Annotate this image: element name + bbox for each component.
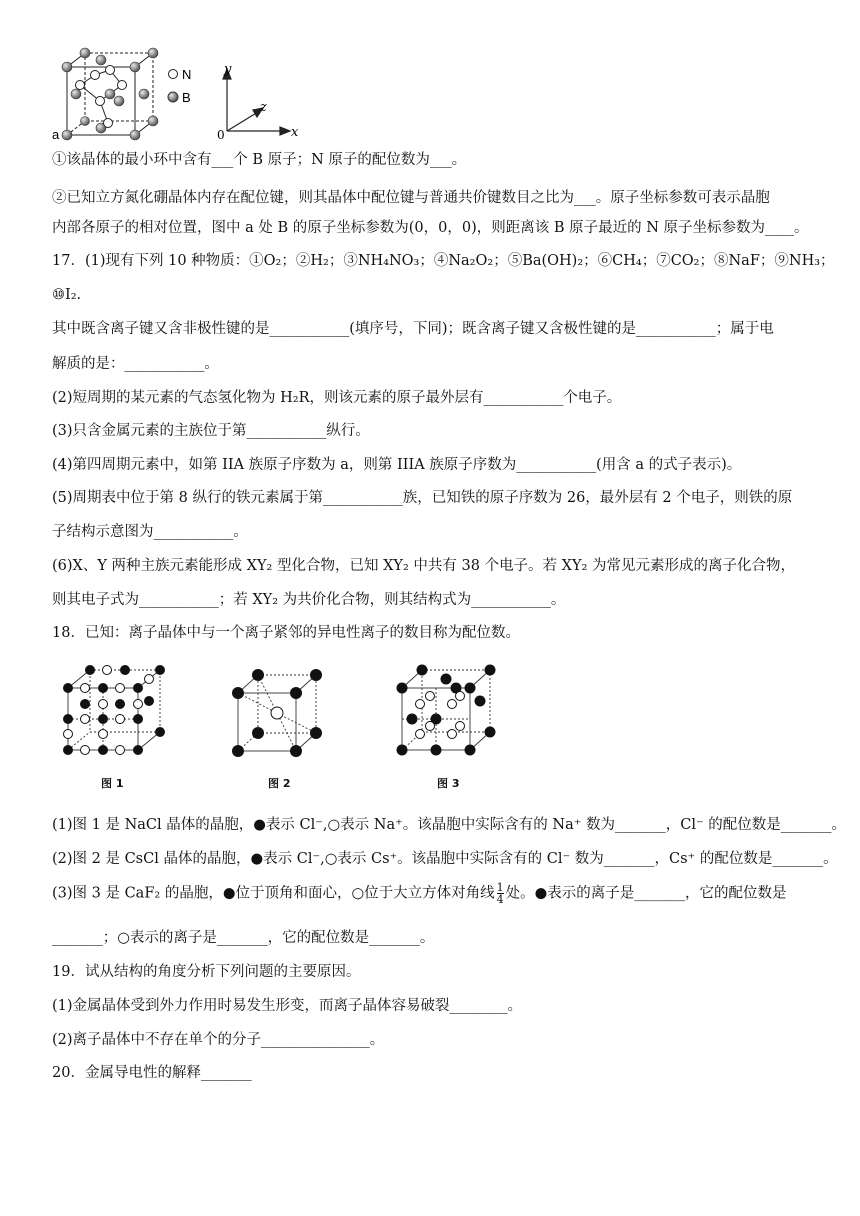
q18-intro: 18．已知：离子晶体中与一个离子紧邻的异电性离子的数目称为配位数。 <box>52 625 520 641</box>
q16-line-1: ①该晶体的最小环中含有___个 B 原子；N 原子的配位数为___。 <box>52 152 467 168</box>
q16-line-2: ②已知立方氮化硼晶体内存在配位键，则其晶体中配位键与普通共价键数目之比为___。原子坐标参数可表示晶胞 <box>52 190 770 206</box>
q20-text: 20．金属导电性的解释_______ <box>52 1065 252 1081</box>
legend-n-icon <box>169 70 178 79</box>
q19-part-2: (2)离子晶体中不存在单个的分子_______________。 <box>52 1032 385 1048</box>
q17-line-8: (5)周期表中位于第 8 纵行的铁元素属于第___________族，已知铁的原子序数为 26，最外层有 2 个电子，则铁的原 <box>52 490 793 506</box>
legend-n-label: N <box>182 67 192 82</box>
q17-line-1: 17．(1)现有下列 10 种物质：①O₂；②H₂；③NH₄NO₃；④Na₂O₂；⑤Ba(OH)₂；⑥CH₄；⑦CO₂；⑧NaF；⑨NH₃； <box>52 253 835 269</box>
axis-origin-label: 0 <box>217 128 225 142</box>
axis-x-label: x <box>291 125 299 140</box>
figure-3-caption: 图 3 <box>437 777 460 790</box>
q18-part-3-text-b: 处。●表示的离子是_______，它的配位数是 <box>505 885 787 902</box>
nacl-cell-figure <box>60 660 170 760</box>
q17-line-5: (2)短周期的某元素的气态氢化物为 H₂R，则该元素的原子最外层有___________个电子。 <box>52 390 622 406</box>
q17-line-2: ⑩I₂. <box>52 287 82 303</box>
q18-part-2: (2)图 2 是 CsCl 晶体的晶胞，●表示 Cl⁻,○表示 Cs⁺。该晶胞中实际含有的 Cl⁻ 数为_______，Cs⁺ 的配位数是_______。 <box>52 851 838 867</box>
figure-2-caption: 图 2 <box>268 777 291 790</box>
q17-line-10: (6)X、Y 两种主族元素能形成 XY₂ 型化合物，已知 XY₂ 中共有 38 个电子。若 XY₂ 为常见元素形成的离子化合物， <box>52 558 795 574</box>
cscl-cell-figure <box>228 665 328 760</box>
q17-line-6: (3)只含金属元素的主族位于第___________纵行。 <box>52 423 370 439</box>
axis-z-label: z <box>260 100 267 115</box>
fraction-denominator: 4 <box>496 893 504 906</box>
quarter-fraction <box>497 882 504 905</box>
q19-part-1: (1)金属晶体受到外力作用时易发生形变，而离子晶体容易破裂________。 <box>52 998 523 1014</box>
q18-part-3-line-2: _______；○表示的离子是_______，它的配位数是_______。 <box>52 930 435 946</box>
q17-line-3: 其中既含离子键又含非极性键的是___________(填序号，下同)；既含离子键又含极性键的是___________；属于电 <box>52 321 774 337</box>
axis-y-label: y <box>224 62 232 77</box>
q17-line-9: 子结构示意图为___________。 <box>52 524 248 540</box>
q17-line-4: 解质的是：___________。 <box>52 356 219 372</box>
q17-line-11: 则其电子式为___________；若 XY₂ 为共价化合物，则其结构式为___________。 <box>52 592 566 608</box>
q16-line-3: 内部各原子的相对位置，图中 a 处 B 的原子坐标参数为(0，0，0)，则距离该 B 原子最近的 N 原子坐标参数为____。 <box>52 220 809 236</box>
q18-part-3-text-a: (3)图 3 是 CaF₂ 的晶胞，●位于顶角和面心，○位于大立方体对角线 <box>52 885 495 902</box>
fraction-numerator: 1 <box>496 881 504 894</box>
caf2-cell-figure <box>392 660 502 760</box>
legend-b-label: B <box>182 90 191 105</box>
q18-part-3-line-1 <box>52 882 787 905</box>
q19-intro: 19．试从结构的角度分析下列问题的主要原因。 <box>52 964 361 980</box>
corner-a-label: a <box>52 127 60 142</box>
q17-line-7: (4)第四周期元素中，如第 IIA 族原子序数为 a，则第 IIIA 族原子序数为___________(用含 a 的式子表示)。 <box>52 457 742 473</box>
bn-crystal-figure <box>50 45 320 145</box>
legend-b-icon <box>168 92 178 102</box>
figure-1-caption: 图 1 <box>101 777 124 790</box>
q18-part-1: (1)图 1 是 NaCl 晶体的晶胞，●表示 Cl⁻,○表示 Na⁺。该晶胞中实际含有的 Na⁺ 数为_______，Cl⁻ 的配位数是_______。 <box>52 817 846 833</box>
